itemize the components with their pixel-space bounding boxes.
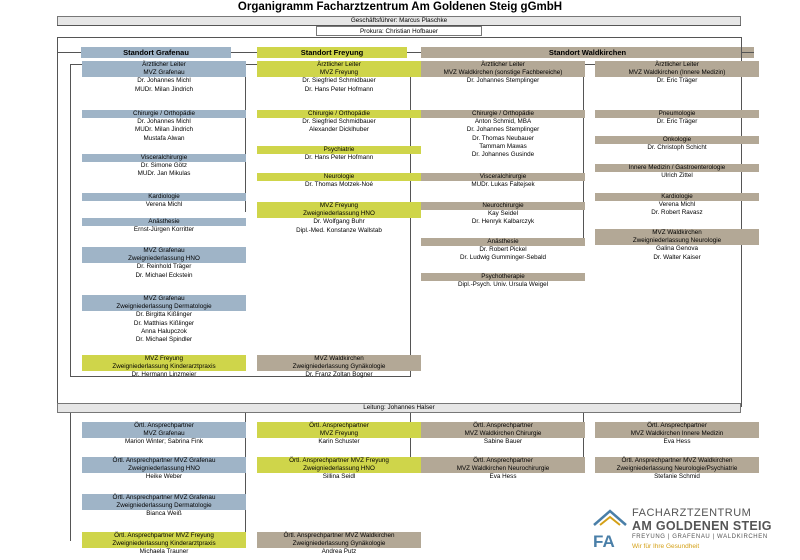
org-box-person: Dr. Thomas Neubauer — [472, 134, 534, 142]
org-box — [595, 61, 759, 86]
logo-line1: FACHARZTZENTRUM — [632, 507, 752, 519]
org-box — [421, 273, 585, 289]
logo-tagline: Wir für Ihre Gesundheit — [632, 543, 700, 550]
org-box-person: Dr. Simone Götz — [140, 162, 188, 170]
org-box — [421, 110, 585, 159]
location-header-waldkirchen: Standort Waldkirchen — [421, 47, 754, 58]
org-box-person: Dipl.-Psych. Univ. Ursula Weigel — [457, 281, 549, 289]
location-header-freyung: Standort Freyung — [257, 47, 407, 58]
org-box-person: Dr. Hans Peter Hofmann — [304, 154, 374, 162]
org-box-title: Ärztlicher Leiter — [257, 61, 421, 69]
org-box-title: MVZ Freyung — [257, 202, 421, 210]
org-box-title: Kardiologie — [82, 193, 246, 201]
org-box-person: Dr. Christoph Schicht — [647, 144, 707, 152]
org-box-person: Dr. Ludwig Gumminger-Sebald — [459, 254, 547, 262]
org-box-person: Dr. Eric Träger — [656, 118, 698, 126]
org-box-title: Visceralchirurgie — [421, 173, 585, 181]
org-box — [82, 295, 246, 344]
org-box — [595, 110, 759, 126]
org-box-person: MUDr. Jan Mikulas — [137, 170, 191, 178]
org-box-title: MVZ Grafenau — [82, 295, 246, 303]
org-box — [82, 355, 246, 380]
org-box-title: Anästhesie — [421, 238, 585, 246]
org-box — [595, 164, 759, 180]
org-box-title: Chirurgie / Orthopädie — [257, 110, 421, 118]
org-box-person: Dr. Johannes Michl — [137, 118, 191, 126]
org-box — [421, 61, 585, 86]
org-box-title: Örtl. Ansprechpartner — [82, 422, 246, 430]
org-box-title: Chirurgie / Orthopädie — [421, 110, 585, 118]
org-box-person: Dr. Henryk Kalbarczyk — [471, 218, 535, 226]
org-box-title: Örtl. Ansprechpartner MVZ Freyung — [257, 457, 421, 465]
org-box-title: Örtl. Ansprechpartner — [421, 422, 585, 430]
org-box-title: Innere Medizin / Gastroenterologie — [595, 164, 759, 172]
org-box — [82, 457, 246, 482]
org-box-title: Ärztlicher Leiter — [421, 61, 585, 69]
org-box-title: Pneumologie — [595, 110, 759, 118]
org-box-person: Karin Schuster — [318, 438, 360, 446]
company-logo — [590, 503, 795, 555]
org-box — [82, 193, 246, 209]
org-box — [595, 457, 759, 482]
org-box-person: Dr. Johannes Stemplinger — [466, 77, 540, 85]
org-box-person: Dr. Wolfgang Buhr — [313, 218, 365, 226]
org-box-title: MVZ Grafenau — [82, 430, 246, 438]
org-box-title: MVZ Waldkirchen — [595, 229, 759, 237]
org-box — [257, 355, 421, 380]
org-box-title: MVZ Freyung — [257, 69, 421, 77]
org-box — [82, 154, 246, 179]
org-box-title: Neurochirurgie — [421, 202, 585, 210]
org-box-person: Dr. Robert Pickel — [479, 246, 527, 254]
org-box-title: MVZ Waldkirchen (sonstige Fachbereiche) — [421, 69, 585, 77]
org-box-title: Zweigniederlassung Neurologie/Psychiatrie — [595, 465, 759, 473]
org-box-title: Zweigniederlassung Gynäkologie — [257, 540, 421, 548]
org-box — [257, 422, 421, 447]
org-box-person: Dr. Robert Ravasz — [651, 209, 703, 217]
org-box — [421, 422, 585, 447]
org-box — [421, 173, 585, 189]
org-box-title: Zweigniederlassung HNO — [82, 255, 246, 263]
org-box-person: Kay Seidel — [487, 210, 519, 218]
org-box-person: Verena Michl — [658, 201, 696, 209]
org-box-person: Dr. Siegfried Schmidbauer — [302, 118, 376, 126]
org-box-title: MVZ Waldkirchen Neurochirurgie — [421, 465, 585, 473]
org-box-title: MVZ Freyung — [257, 430, 421, 438]
org-box-person: Dr. Walter Kaiser — [653, 253, 701, 261]
org-box-person: Dr. Reinhold Träger — [136, 263, 192, 271]
org-box — [257, 110, 421, 135]
org-box — [257, 146, 421, 162]
org-box-person: Alexander Dicklhuber — [309, 126, 369, 134]
org-box-title: Zweigniederlassung Kinderarztpraxis — [82, 363, 246, 371]
org-box — [257, 457, 421, 482]
org-box-person: Dr. Franz Zoltan Bogner — [305, 371, 373, 379]
org-box-title: Örtl. Ansprechpartner MVZ Grafenau — [82, 494, 246, 502]
org-box-title: Ärztlicher Leiter — [82, 61, 246, 69]
org-box-title: Zweigniederlassung Dermatologie — [82, 303, 246, 311]
org-box-title: Kardiologie — [595, 193, 759, 201]
org-box-person: MUDr. Lukas Faltejsek — [471, 181, 535, 189]
org-box-person: Dr. Michael Spindler — [135, 336, 193, 344]
org-box-person: Verena Michl — [145, 201, 183, 209]
org-box-title: Örtl. Ansprechpartner — [257, 422, 421, 430]
org-box — [421, 238, 585, 263]
org-box — [257, 532, 421, 557]
org-box — [82, 110, 246, 143]
org-box-person: MUDr. Milan Jindrich — [134, 126, 194, 134]
org-box-title: Anästhesie — [82, 218, 246, 226]
org-box-person: Ulrich Zittel — [661, 172, 693, 180]
org-box-title: Zweigniederlassung Neurologie — [595, 237, 759, 245]
org-box-person: MUDr. Milan Jindrich — [134, 85, 194, 93]
org-box-person: Dr. Johannes Stemplinger — [466, 126, 540, 134]
org-box-person: Ernst-Jürgen Korritter — [133, 226, 195, 234]
org-box-person: Bianca Weiß — [146, 510, 182, 518]
org-box-title: Örtl. Ansprechpartner MVZ Waldkirchen — [257, 532, 421, 540]
org-box-person: Dr. Eric Träger — [656, 77, 698, 85]
org-box — [595, 422, 759, 447]
org-box-person: Dr. Michael Eckstein — [135, 271, 193, 279]
org-box-person: Anna Halupczok — [141, 327, 187, 335]
org-box-person: Tammam Mawas — [479, 142, 527, 150]
org-box-title: Örtl. Ansprechpartner MVZ Freyung — [82, 532, 246, 540]
org-box-person: Michaela Trauner — [139, 548, 189, 556]
org-box-title: Örtl. Ansprechpartner MVZ Grafenau — [82, 457, 246, 465]
prokura-bar: Prokura: Christian Hofbauer — [316, 26, 482, 36]
org-box-title: Visceralchirurgie — [82, 154, 246, 162]
org-box-title: Psychotherapie — [421, 273, 585, 281]
org-box-title: Neurologie — [257, 173, 421, 181]
org-box — [82, 532, 246, 557]
org-box — [257, 61, 421, 94]
org-box — [595, 229, 759, 262]
org-box-title: MVZ Grafenau — [82, 69, 246, 77]
org-box-title: Zweigniederlassung Kinderarztpraxis — [82, 540, 246, 548]
org-box-person: Dr. Thomas Motzek-Noé — [304, 181, 374, 189]
org-box-title: Zweigniederlassung Gynäkologie — [257, 363, 421, 371]
org-box-title: Zweigniederlassung Dermatologie — [82, 502, 246, 510]
org-box-person: Dr. Birgitta Kißlinger — [136, 311, 192, 319]
org-box-title: Zweigniederlassung HNO — [257, 210, 421, 218]
org-box — [82, 61, 246, 94]
org-box-person: Dr. Matthias Kißlinger — [133, 319, 195, 327]
org-box — [82, 494, 246, 519]
org-box-person: Galina Genova — [655, 245, 698, 253]
org-box-person: Dr. Johannes Gusinde — [471, 151, 535, 159]
org-box-title: MVZ Freyung — [82, 355, 246, 363]
org-box-person: Dr. Siegfried Schmidbauer — [302, 77, 376, 85]
org-box-person: Sillina Seidl — [322, 473, 356, 481]
page-title: Organigramm Facharztzentrum Am Goldenen Steig gGmbH — [237, 1, 563, 13]
org-box-person: Sabine Bauer — [483, 438, 523, 446]
org-box-title: MVZ Grafenau — [82, 247, 246, 255]
org-box-title: Zweigniederlassung HNO — [257, 465, 421, 473]
org-box — [595, 193, 759, 218]
org-box-title: Psychiatrie — [257, 146, 421, 154]
org-box — [82, 247, 246, 280]
logo-mark: FA — [593, 532, 615, 551]
org-box-person: Dr. Johannes Michl — [137, 77, 191, 85]
org-box-person: Anton Schmid, MBA — [474, 118, 532, 126]
org-box-title: MVZ Waldkirchen — [257, 355, 421, 363]
org-box-title: MVZ Waldkirchen Innere Medizin — [595, 430, 759, 438]
logo-line2: AM GOLDENEN STEIG — [632, 519, 772, 533]
logo-mark-icon — [590, 505, 630, 553]
org-box — [421, 202, 585, 227]
org-box-title: Örtl. Ansprechpartner MVZ Waldkirchen — [595, 457, 759, 465]
org-box — [257, 202, 421, 235]
org-box-title: Örtl. Ansprechpartner — [421, 457, 585, 465]
org-box-person: Dipl.-Med. Konstanze Wallstab — [296, 226, 382, 234]
leitung-bar: Leitung: Johannes Halser — [57, 403, 741, 413]
org-box — [595, 136, 759, 152]
org-box-person: Dr. Hermann Linzmeier — [131, 371, 197, 379]
director-bar: Geschäftsführer: Marcus Plaschke — [57, 16, 741, 26]
org-box-title: Chirurgie / Orthopädie — [82, 110, 246, 118]
org-box-title: MVZ Waldkirchen Chirurgie — [421, 430, 585, 438]
org-box-person: Eva Hess — [663, 438, 691, 446]
org-box-person: Stefanie Schmid — [654, 473, 700, 481]
logo-line3: FREYUNG | GRAFENAU | WALDKIRCHEN — [632, 534, 768, 540]
location-header-grafenau: Standort Grafenau — [81, 47, 231, 58]
org-box-person: Dr. Hans Peter Hofmann — [304, 85, 374, 93]
org-box-person: Eva Hess — [489, 473, 517, 481]
org-box-person: Heike Weber — [145, 473, 183, 481]
org-box-title: Ärztlicher Leiter — [595, 61, 759, 69]
org-box-title: Onkologie — [595, 136, 759, 144]
org-box — [82, 422, 246, 447]
org-box — [257, 173, 421, 189]
org-box-title: Örtl. Ansprechpartner — [595, 422, 759, 430]
org-box-title: Zweigniederlassung HNO — [82, 465, 246, 473]
org-box-person: Marion Winter; Sabrina Fink — [124, 438, 204, 446]
org-box-title: MVZ Waldkirchen (Innere Medizin) — [595, 69, 759, 77]
org-box-person: Mustafa Alwan — [143, 134, 185, 142]
org-box-person: Andrea Putz — [321, 548, 357, 556]
org-box — [421, 457, 585, 482]
org-box — [82, 218, 246, 234]
